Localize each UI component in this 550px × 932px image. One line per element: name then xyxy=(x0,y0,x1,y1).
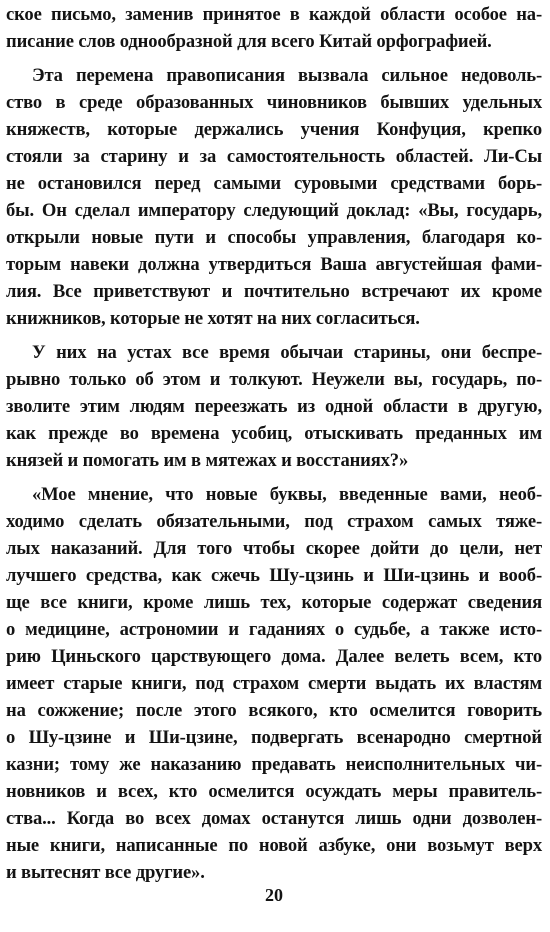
text-line: имеет старые книги, под страхом смерти выдать их властям xyxy=(6,673,542,694)
text-line: и вытеснят все другие». xyxy=(6,862,205,883)
text-line: рию Циньского царствующего дома. Далее велеть всем, кто xyxy=(6,646,542,667)
text-line: новников и всех, кто осмелится осуждать меры правитель- xyxy=(6,781,542,802)
text-line: «Мое мнение, что новые буквы, введенные вами, необ- xyxy=(32,484,542,505)
page-number: 20 xyxy=(265,885,283,905)
text-line: на сожжение; после этого всякого, кто осмелится говорить xyxy=(6,700,542,721)
text-line: книжников, которые не хотят на них согласиться. xyxy=(6,308,420,329)
text-line: не остановился перед самыми суровыми средствами борь- xyxy=(6,173,542,194)
text-line: ще все книги, кроме лишь тех, которые содержат сведения xyxy=(6,592,542,613)
text-line: княжеств, которые держались учения Конфуция, крепко xyxy=(6,119,542,140)
text-line: лучшего средства, как сжечь Шу-цзинь и Ши-цзинь и вооб- xyxy=(6,565,542,586)
text-line: У них на устах все время обычаи старины, они беспре- xyxy=(32,342,542,363)
book-page xyxy=(6,0,542,932)
text-line: о медицине, астрономии и гаданиях о судьбе, а также исто- xyxy=(6,619,542,640)
text-line: как прежде во времена усобиц, отыскивать преданных им xyxy=(6,423,542,444)
text-line: зволите этим людям переезжать из одной области в другую, xyxy=(6,396,542,417)
text-line: лия. Все приветствуют и почтительно встречают их кроме xyxy=(6,281,542,302)
text-line: ство в среде образованных чиновников бывших удельных xyxy=(6,92,542,113)
text-line: казни; тому же наказанию предавать неисполнительных чи- xyxy=(6,754,542,775)
text-line: писание слов однообразной для всего Китай орфографией. xyxy=(6,31,492,52)
text-line: рывно только об этом и толкуют. Неужели вы, государь, по- xyxy=(6,369,542,390)
text-line: князей и помогать им в мятежах и восстаниях?» xyxy=(6,450,409,471)
text-line: Эта перемена правописания вызвала сильное недоволь- xyxy=(32,65,542,86)
text-line: лых наказаний. Для того чтобы скорее дойти до цели, нет xyxy=(6,538,542,559)
text-line: бы. Он сделал императору следующий доклад: «Вы, государь, xyxy=(6,200,542,221)
text-line: открыли новые пути и способы управления, благодаря ко- xyxy=(6,227,542,248)
text-line: ные книги, написанные по новой азбуке, они возьмут верх xyxy=(6,835,542,856)
text-line: ходимо сделать обязательными, под страхом самых тяже- xyxy=(6,511,542,532)
text-line: стояли за старину и за самостоятельность областей. Ли-Сы xyxy=(6,146,542,167)
text-line: торым навеки должна утвердиться Ваша августейшая фами- xyxy=(6,254,542,275)
text-line: ства... Когда во всех домах останутся лишь одни дозволен- xyxy=(6,808,542,829)
text-line: о Шу-цзине и Ши-цзине, подвергать всенародно смертной xyxy=(6,727,542,748)
text-line: ское письмо, заменив принятое в каждой области особое на- xyxy=(6,4,542,25)
